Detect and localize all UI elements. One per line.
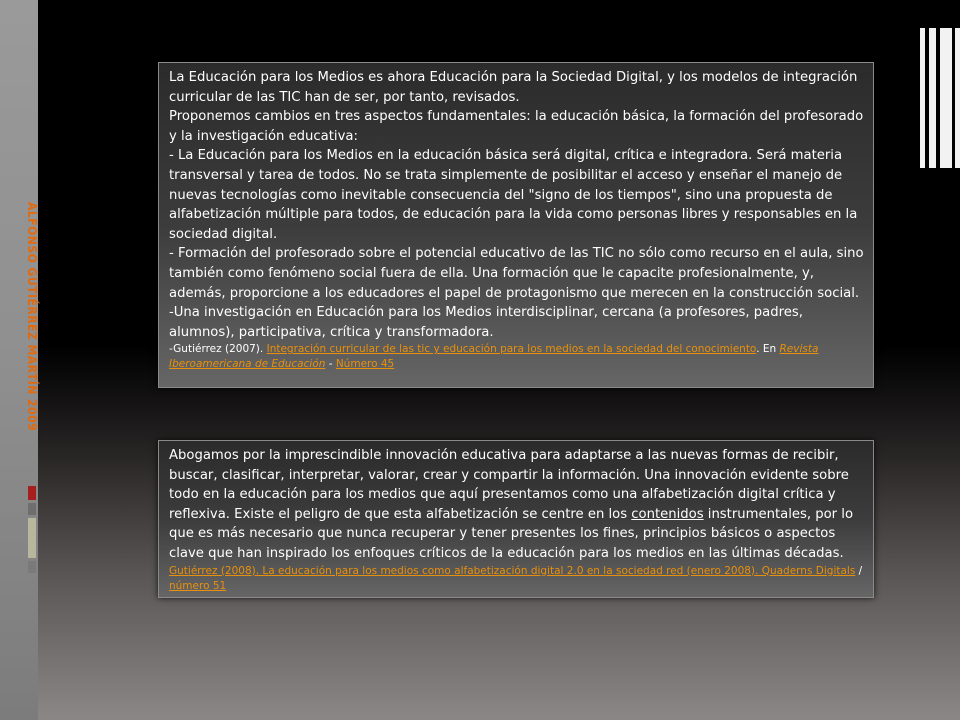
content-box-1 <box>158 62 874 388</box>
paragraph-4: - Formación del profesorado sobre el potencial educativo de las TIC no sólo como recurso en el aula, sino también como fenómeno social fuera de ella. Una formación que le capacite profesionalmente, y, además, proporcione a los educadores el papel de protagonismo que merecen en la construcción social. <box>169 246 864 301</box>
vertical-title <box>22 200 42 440</box>
paragraph-1: La Educación para los Medios es ahora Educación para la Sociedad Digital, y los modelos de integración curricular de las TIC han de ser, por tanto, revisados. <box>169 70 858 105</box>
content-box-2 <box>158 440 874 598</box>
decor-square-khaki <box>28 518 36 558</box>
paragraph-5: -Una investigación en Educación para los Medios interdisciplinar, cercana (a profesores, padres, alumnos), participativa, crítica y transformadora. <box>169 305 803 340</box>
ref-author: -Gutiérrez (2007). <box>169 343 264 356</box>
box2-underlined-word: contenidos <box>631 506 704 522</box>
link-numero-51[interactable]: número 51 <box>169 579 227 592</box>
box2-text-after: instrumentales, por lo que es más necesario que nunca recuperar y tener presentes los fines, principios básicos o aspectos clave que han inspirado los enfoques críticos de la educación para los medios en las últimas décadas. <box>169 506 854 561</box>
link-numero-45[interactable]: Número 45 <box>335 358 395 371</box>
reference-1 <box>169 342 864 372</box>
link-article-2007[interactable]: Integración curricular de las tic y educación para los medios en la sociedad del conocimiento <box>266 343 757 356</box>
paragraph-3: - La Educación para los Medios en la educación básica será digital, crítica e integradora. Será materia transversal y tarea de todos. No se trata simplemente de posibilitar el acceso y enseñar el manejo de nuevas tecnologías como inevitable consecuencia del "signo de los tiempos", sino una propuesta de alfabetización múltiple para todos, de educación para la vida como personas libres y responsables en la sociedad digital. <box>169 148 858 242</box>
vertical-title-text: ALFONSO GUTIÉRREZ MARTÍN 2009 <box>25 202 39 432</box>
right-decor-bars <box>920 28 960 168</box>
link-article-2008[interactable]: Gutiérrez (2008). La educación para los medios como alfabetización digital 2.0 en la sociedad red (enero 2008). Quaderns Digitals <box>169 564 856 577</box>
link-revista[interactable]: Revista Iberoamericana de Educación <box>169 343 819 371</box>
reference-2 <box>169 564 864 594</box>
paragraph-box2 <box>169 446 864 564</box>
ref-sep: - <box>325 358 336 371</box>
decor-square-gray-2 <box>28 561 36 573</box>
paragraph-2: Proponemos cambios en tres aspectos fundamentales: la educación básica, la formación del profesorado y la investigación educativa: <box>169 109 864 144</box>
ref-mid: . En <box>756 343 777 356</box>
decor-squares <box>28 486 36 576</box>
ref2-sep: / <box>855 564 863 577</box>
box2-text-before: Abogamos por la imprescindible innovación educativa para adaptarse a las nuevas formas de recibir, buscar, clasificar, interpretar, valorar, crear y compartir la información. Una innovación evidente sobre todo en la educación para los medios que aquí presentamos como una alfabetización digital crítica y reflexiva. Existe el peligro de que esta alfabetización se centre en los <box>169 448 849 522</box>
decor-square-red <box>28 486 36 500</box>
decor-square-gray <box>28 503 36 515</box>
